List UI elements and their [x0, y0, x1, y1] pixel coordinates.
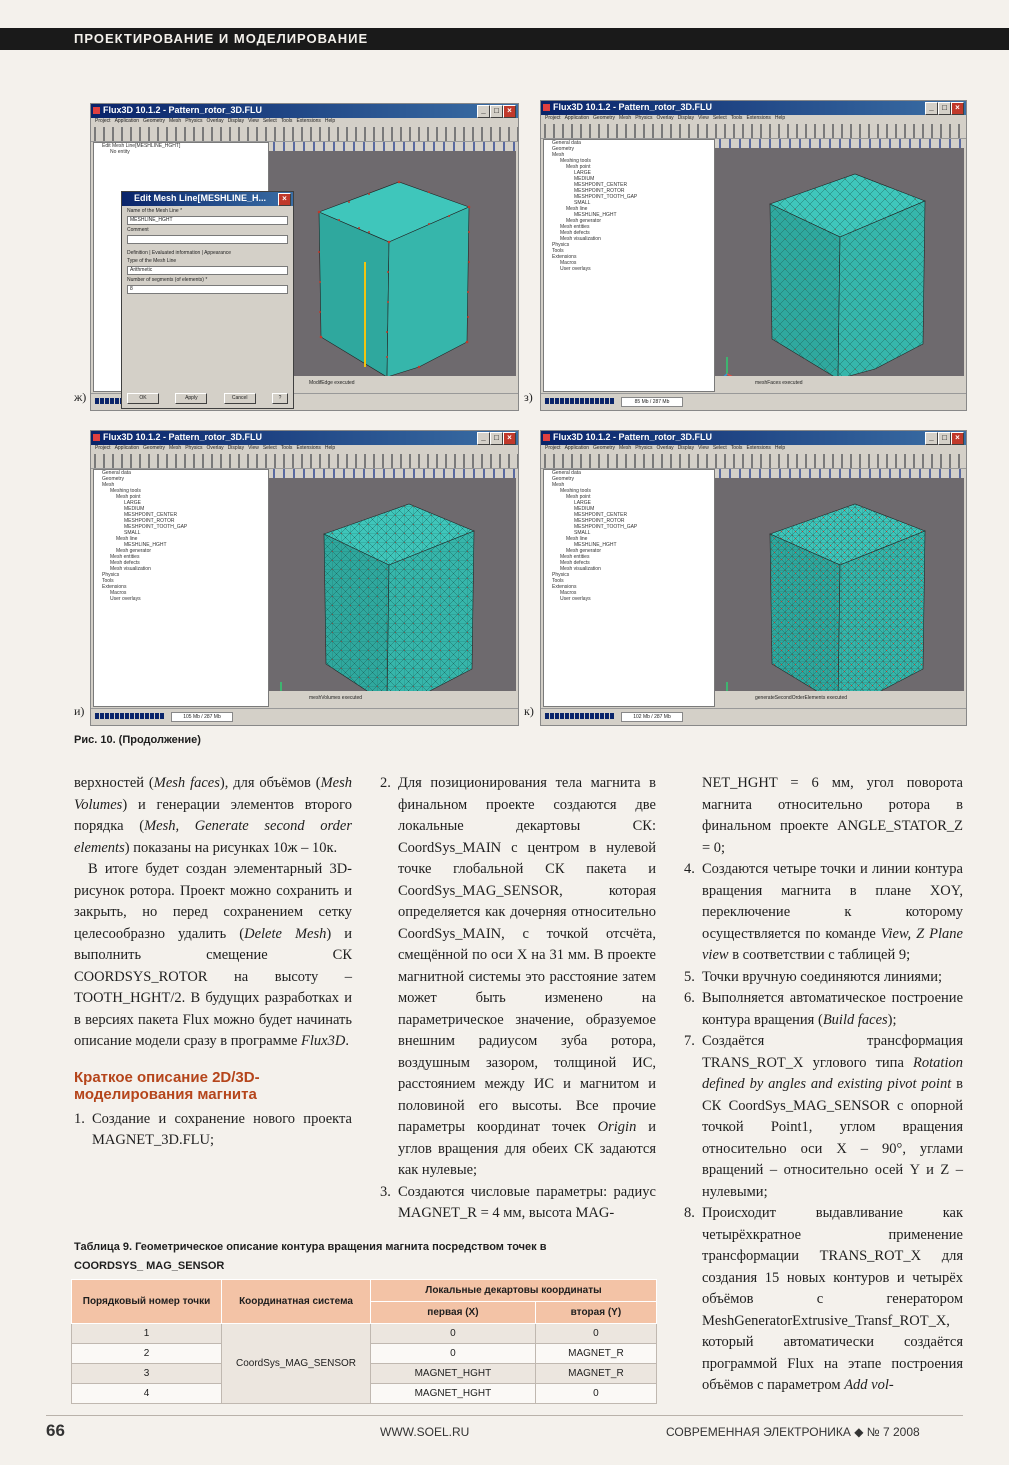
tree-item[interactable]: Mesh entities — [110, 554, 140, 560]
app-icon — [543, 104, 550, 111]
tree-item[interactable]: Mesh — [552, 152, 565, 158]
close-button[interactable]: × — [503, 105, 516, 118]
menu-physics[interactable]: Physics — [185, 445, 203, 451]
toolbar[interactable] — [91, 127, 518, 142]
menu-bar — [541, 445, 966, 454]
tree-item[interactable]: Meshing tools — [560, 488, 591, 494]
viewport-status — [269, 691, 516, 707]
tree-item[interactable]: Mesh point — [116, 494, 141, 500]
mesh-model — [269, 152, 515, 392]
status-bar — [541, 708, 966, 725]
tree-item[interactable]: MESHPOINT_TOOTH_GAP — [574, 194, 638, 200]
minimize-button[interactable]: _ — [477, 432, 490, 445]
menu-tools[interactable]: Tools — [730, 445, 743, 451]
apply-button[interactable]: Apply — [175, 393, 207, 404]
menu-help[interactable]: Help — [324, 445, 336, 451]
mesh-model — [715, 479, 964, 707]
tree-item[interactable]: Meshing tools — [560, 158, 591, 164]
app-icon — [93, 107, 100, 114]
menu-project[interactable]: Project — [95, 118, 111, 124]
tree-item[interactable]: Tools — [102, 578, 114, 584]
tree-item[interactable]: MESHPOINT_ROTOR — [574, 518, 625, 524]
status-text: meshVolumes executed — [309, 695, 363, 701]
toolbar[interactable] — [91, 454, 518, 469]
graphic-viewport[interactable] — [269, 142, 516, 392]
tree-item[interactable]: Tools — [552, 578, 564, 584]
maximize-button[interactable]: □ — [490, 105, 503, 118]
tree-item[interactable]: Mesh — [102, 482, 115, 488]
progress-bar — [545, 713, 615, 719]
tree-item[interactable]: Macros — [560, 590, 577, 596]
tree-item[interactable]: Mesh defects — [560, 230, 590, 236]
menu-application[interactable]: Application — [114, 445, 140, 451]
menu-help[interactable]: Help — [324, 118, 336, 124]
edit-mesh-line-dialog — [121, 191, 294, 409]
tree-item[interactable]: MEDIUM — [574, 506, 595, 512]
menu-view[interactable]: View — [248, 445, 259, 451]
section-header — [0, 28, 1009, 50]
tree-item[interactable]: SMALL — [574, 530, 591, 536]
toolbar[interactable] — [541, 454, 966, 469]
list-item: 2. Для позиционирования тела магнита в финальном проекте создаются две локальные декартовы СК: CoordSys_MAIN с центром в нулевой точке глобальной СК пакета и CoordSys_MAG_SENSOR, которая определяется как дочерняя относительно CoordSys_MAIN, с точкой отсчёта, смещённой по оси X на 31 мм. В проекте магнитной системы это расстояние затем может быть изменено на параметрическое значение, образуемое внешним радиусом зуба ротора, воздушным зазором, толщиной ИС, расстоянием между ИС и магнитом и половиной его высоты. Все прочие параметры координат точек Origin и углов вращения для обеих СК задаются как нулевые; — [380, 775, 656, 1178]
table-row: 4 MAGNET_HGHT 0 — [72, 1384, 657, 1404]
segments-label: Number of segments (of elements) * — [127, 277, 208, 283]
tree-item[interactable]: General data — [102, 470, 131, 476]
data-tree[interactable] — [93, 469, 269, 707]
tree-item[interactable]: MESHPOINT_CENTER — [124, 512, 178, 518]
dialog-titlebar — [122, 192, 293, 206]
menu-select[interactable]: Select — [712, 445, 727, 451]
table-header: вторая (Y) — [535, 1302, 656, 1324]
cancel-button[interactable]: Cancel — [224, 393, 256, 404]
tree-item[interactable]: Edit Mesh Line[MESHLINE_HGHT] — [102, 143, 181, 149]
tree-item[interactable]: MEDIUM — [124, 506, 145, 512]
tree-item[interactable]: MESHLINE_HGHT — [574, 212, 617, 218]
menu-tools[interactable]: Tools — [280, 118, 293, 124]
figure-label-zh: ж) — [74, 390, 87, 404]
menu-application[interactable]: Application — [564, 445, 590, 451]
view-toolbar[interactable] — [269, 469, 516, 478]
tree-item[interactable]: Mesh entities — [560, 554, 590, 560]
menu-mesh[interactable]: Mesh — [168, 445, 182, 451]
menu-bar — [91, 118, 518, 127]
dialog-close-button[interactable]: × — [278, 193, 291, 206]
close-button[interactable]: × — [503, 432, 516, 445]
tree-item[interactable]: Mesh generator — [566, 218, 602, 224]
tree-item[interactable]: MESHPOINT_TOOTH_GAP — [124, 524, 188, 530]
list-item: 8. Происходит выдавливание как четырёхкратное применение трансформации TRANS_ROT_X для создания 15 новых контуров и четырёх объёмов с генератором MeshGeneratorExtrusive_Transf_ROT_X, который автоматически создаётся программой Flux на этапе построения объёмов с параметром Add vol- — [684, 1205, 963, 1393]
comment-label: Comment — [127, 227, 149, 233]
list-item: 5. Точки вручную соединяются линиями; — [684, 968, 942, 985]
dialog-tabs[interactable]: Definition | Evaluated information | Appearance — [127, 250, 232, 256]
tree-item[interactable]: User overlays — [560, 266, 591, 272]
menu-mesh[interactable]: Mesh — [618, 445, 632, 451]
viewport-status — [269, 376, 516, 392]
comment-field[interactable] — [127, 235, 288, 244]
progress-bar — [545, 398, 615, 404]
list-item: 3. Создаются числовые параметры: радиус MAGNET_R = 4 мм, высота MAG- — [380, 1183, 656, 1221]
table-header: первая (X) — [371, 1302, 536, 1324]
section-title: ПРОЕКТИРОВАНИЕ И МОДЕЛИРОВАНИЕ — [74, 31, 369, 46]
list-item: 6. Выполняется автоматическое построение контура вращения (Build faces); — [684, 990, 963, 1028]
figure-caption: Рис. 10. (Продолжение) — [74, 734, 201, 746]
maximize-button[interactable]: □ — [490, 432, 503, 445]
status-text: meshFaces executed — [755, 380, 803, 386]
menu-physics[interactable]: Physics — [185, 118, 203, 124]
figure-label-i: и) — [74, 704, 85, 718]
view-toolbar[interactable] — [715, 469, 964, 478]
tree-item[interactable]: MEDIUM — [574, 176, 595, 182]
tree-item[interactable]: Meshing tools — [110, 488, 141, 494]
window-title: Flux3D 10.1.2 - Pattern_rotor_3D.FLU — [103, 432, 263, 442]
dialog-title: Edit Mesh Line[MESHLINE_H... — [134, 193, 267, 203]
screenshot-i — [90, 430, 519, 726]
graphic-viewport[interactable] — [715, 139, 964, 392]
menu-select[interactable]: Select — [262, 445, 277, 451]
maximize-button[interactable]: □ — [938, 432, 951, 445]
data-tree[interactable] — [543, 139, 715, 392]
window-title: Flux3D 10.1.2 - Pattern_rotor_3D.FLU — [103, 105, 263, 115]
viewport-status — [715, 376, 964, 392]
status-bar — [541, 393, 966, 410]
paragraph: верхностей (Mesh faces), для объёмов (Mesh Volumes) и генерации элементов второго порядка (Mesh, Generate second order elements) показаны на рисунках 10ж – 10к. — [74, 775, 352, 856]
menu-view[interactable]: View — [698, 115, 709, 121]
tree-item[interactable]: Geometry — [552, 476, 574, 482]
tree-item[interactable]: User overlays — [560, 596, 591, 602]
type-select[interactable]: Arithmetic — [127, 266, 288, 275]
viewport-status — [715, 691, 964, 707]
tree-item[interactable]: Mesh visualization — [560, 236, 601, 242]
menu-project[interactable]: Project — [545, 445, 561, 451]
tree-item[interactable]: Physics — [552, 572, 570, 578]
window-titlebar — [541, 431, 966, 445]
menu-application[interactable]: Application — [564, 115, 590, 121]
menu-geometry[interactable]: Geometry — [593, 115, 615, 121]
tree-item[interactable]: SMALL — [574, 200, 591, 206]
menu-select[interactable]: Select — [712, 115, 727, 121]
menu-application[interactable]: Application — [114, 118, 140, 124]
tree-item[interactable]: General data — [552, 140, 581, 146]
tree-item[interactable]: Mesh generator — [566, 548, 602, 554]
screenshot-z — [540, 100, 967, 411]
menu-extensions[interactable]: Extensions — [296, 118, 321, 124]
menu-mesh[interactable]: Mesh — [168, 118, 182, 124]
table-caption: Таблица 9. Геометрическое описание контура вращения магнита посредством точек в COORDSYS_ MAG_SENSOR — [74, 1241, 547, 1272]
ok-button[interactable]: OK — [127, 393, 159, 404]
menu-tools[interactable]: Tools — [280, 445, 293, 451]
name-label: Name of the Mesh Line * — [127, 208, 183, 214]
menu-project[interactable]: Project — [545, 115, 561, 121]
menu-overlay[interactable]: Overlay — [656, 445, 674, 451]
menu-extensions[interactable]: Extensions — [296, 445, 321, 451]
table-header: Координатная система — [222, 1280, 371, 1324]
menu-geometry[interactable]: Geometry — [143, 445, 165, 451]
tree-item[interactable]: Macros — [560, 260, 577, 266]
footer-divider — [46, 1415, 963, 1416]
menu-bar — [91, 445, 518, 454]
coord-system-cell: CoordSys_MAG_SENSOR — [222, 1324, 371, 1404]
figure-label-z: з) — [524, 390, 533, 404]
tree-item[interactable]: MESHPOINT_ROTOR — [574, 188, 625, 194]
minimize-button[interactable]: _ — [925, 102, 938, 115]
menu-help[interactable]: Help — [774, 445, 786, 451]
text-column-1 — [74, 773, 352, 1152]
tree-item[interactable]: Mesh point — [566, 494, 591, 500]
menu-extensions[interactable]: Extensions — [746, 115, 771, 121]
tree-item[interactable]: LARGE — [124, 500, 141, 506]
tree-item[interactable]: MESHPOINT_CENTER — [574, 512, 628, 518]
memory-indicator: 85 Mb / 287 Mb — [621, 397, 683, 407]
tree-item[interactable]: SMALL — [124, 530, 141, 536]
menu-display[interactable]: Display — [227, 445, 245, 451]
tree-item[interactable]: Extensions — [102, 584, 127, 590]
tree-item[interactable]: LARGE — [574, 170, 591, 176]
menu-display[interactable]: Display — [677, 445, 695, 451]
tree-item[interactable]: Mesh line — [566, 536, 588, 542]
close-button[interactable]: × — [951, 432, 964, 445]
journal-issue: СОВРЕМЕННАЯ ЭЛЕКТРОНИКА ◆ № 7 2008 — [666, 1425, 920, 1439]
type-label: Type of the Mesh Line — [127, 258, 177, 264]
tree-item[interactable]: No entity — [110, 149, 130, 155]
tree-item[interactable]: Mesh point — [566, 164, 591, 170]
menu-physics[interactable]: Physics — [635, 445, 653, 451]
table-row: 2 0 MAGNET_R — [72, 1344, 657, 1364]
tree-item[interactable]: Mesh line — [566, 206, 588, 212]
window-titlebar — [91, 104, 518, 118]
tree-item[interactable]: MESHPOINT_CENTER — [574, 182, 628, 188]
text-column-2 — [380, 773, 656, 1225]
screenshot-k — [540, 430, 967, 726]
graphic-viewport[interactable] — [715, 469, 964, 707]
menu-overlay[interactable]: Overlay — [206, 445, 224, 451]
list-item: 7. Создаётся трансформация TRANS_ROT_X углового типа Rotation defined by angles and existing pivot point в СК CoordSys_MAG_SENSOR с опорной точкой Point1, углом вращения относительно оси X – 90°, углами вращений – относительно осей Y и Z – нулевыми; — [684, 1033, 963, 1200]
tree-item[interactable]: Mesh visualization — [110, 566, 151, 572]
tree-item[interactable]: General data — [552, 470, 581, 476]
menu-display[interactable]: Display — [227, 118, 245, 124]
figure-label-k: к) — [524, 704, 534, 718]
minimize-button[interactable]: _ — [477, 105, 490, 118]
app-icon — [543, 434, 550, 441]
segments-field[interactable]: 8 — [127, 285, 288, 294]
window-titlebar — [91, 431, 518, 445]
menu-select[interactable]: Select — [262, 118, 277, 124]
graphic-viewport[interactable] — [269, 469, 516, 707]
toolbar[interactable] — [541, 124, 966, 139]
menu-mesh[interactable]: Mesh — [618, 115, 632, 121]
view-toolbar[interactable] — [715, 139, 964, 148]
tree-item[interactable]: User overlays — [110, 596, 141, 602]
tree-item[interactable]: Mesh entities — [560, 224, 590, 230]
menu-geometry[interactable]: Geometry — [593, 445, 615, 451]
site-url[interactable]: WWW.SOEL.RU — [380, 1425, 470, 1439]
menu-physics[interactable]: Physics — [635, 115, 653, 121]
status-text: ModifEdge executed — [309, 380, 355, 386]
table-header: Локальные декартовы координаты — [371, 1280, 657, 1302]
menu-display[interactable]: Display — [677, 115, 695, 121]
maximize-button[interactable]: □ — [938, 102, 951, 115]
table-row: 3 MAGNET_HGHT MAGNET_R — [72, 1364, 657, 1384]
menu-project[interactable]: Project — [95, 445, 111, 451]
menu-view[interactable]: View — [248, 118, 259, 124]
data-tree[interactable] — [543, 469, 715, 707]
tree-item[interactable]: Mesh — [552, 482, 565, 488]
tree-item[interactable]: Mesh defects — [110, 560, 140, 566]
menu-extensions[interactable]: Extensions — [746, 445, 771, 451]
tree-item[interactable]: Mesh generator — [116, 548, 152, 554]
mesh-model — [715, 149, 964, 392]
section-subheading: Краткое описание 2D/3D-моделирования магнита — [74, 1068, 260, 1103]
window-title: Flux3D 10.1.2 - Pattern_rotor_3D.FLU — [553, 432, 713, 442]
list-item: 1. Создание и сохранение нового проекта MAGNET_3D.FLU; — [74, 1110, 352, 1148]
page-number: 66 — [46, 1421, 65, 1440]
tree-item[interactable]: Extensions — [552, 254, 577, 260]
list-item: NET_HGHT = 6 мм, угол поворота магнита относительно ротора в финальном проекте ANGLE_STATOR_Z = 0; — [702, 775, 963, 856]
name-field[interactable]: MESHLINE_HGHT — [127, 216, 288, 225]
memory-indicator: 105 Mb / 287 Mb — [171, 712, 233, 722]
menu-overlay[interactable]: Overlay — [206, 118, 224, 124]
help-button[interactable]: ? — [272, 393, 288, 404]
tree-item[interactable]: Geometry — [102, 476, 124, 482]
window-titlebar — [541, 101, 966, 115]
status-text: generateSecondOrderElements executed — [755, 695, 848, 701]
table-header: Порядковый номер точки — [72, 1280, 222, 1324]
tree-item[interactable]: Tools — [552, 248, 564, 254]
tree-item[interactable]: Mesh visualization — [560, 566, 601, 572]
list-item: 4. Создаются четыре точки и линии контура вращения магнита в плане XOY, переключение к которому осуществляется по команде View, Z Plane view в соответствии с таблицей 9; — [684, 861, 963, 963]
tree-item[interactable]: Geometry — [552, 146, 574, 152]
tree-item[interactable]: Physics — [552, 242, 570, 248]
tree-item[interactable]: LARGE — [574, 500, 591, 506]
menu-view[interactable]: View — [698, 445, 709, 451]
tree-item[interactable]: Macros — [110, 590, 127, 596]
window-title: Flux3D 10.1.2 - Pattern_rotor_3D.FLU — [553, 102, 713, 112]
status-bar — [91, 708, 518, 725]
tree-item[interactable]: MESHLINE_HGHT — [124, 542, 167, 548]
menu-bar — [541, 115, 966, 124]
tree-item[interactable]: MESHPOINT_ROTOR — [124, 518, 175, 524]
tree-item[interactable]: Mesh line — [116, 536, 138, 542]
table-row: 1 CoordSys_MAG_SENSOR 0 0 — [72, 1324, 657, 1344]
paragraph: В итоге будет создан элементарный 3D-рисунок ротора. Проект можно сохранить и закрыть, но перед сохранением сетку целесообразно удалить (Delete Mesh) и выполнить смещение СК COORDSYS_ROTOR на высоту –TOOTH_HGHT/2. В будущих разработках и в версиях пакета Flux можно будет начинать описание модели сразу в программе Flux3D. — [74, 861, 352, 1049]
tree-item[interactable]: Mesh defects — [560, 560, 590, 566]
menu-overlay[interactable]: Overlay — [656, 115, 674, 121]
menu-tools[interactable]: Tools — [730, 115, 743, 121]
tree-item[interactable]: Extensions — [552, 584, 577, 590]
menu-geometry[interactable]: Geometry — [143, 118, 165, 124]
text-column-3 — [684, 773, 963, 1397]
tree-item[interactable]: Physics — [102, 572, 120, 578]
app-icon — [93, 434, 100, 441]
tree-item[interactable]: MESHPOINT_TOOTH_GAP — [574, 524, 638, 530]
mesh-model — [269, 479, 515, 707]
menu-help[interactable]: Help — [774, 115, 786, 121]
progress-bar — [95, 713, 165, 719]
view-toolbar[interactable] — [269, 142, 516, 151]
tree-item[interactable]: MESHLINE_HGHT — [574, 542, 617, 548]
minimize-button[interactable]: _ — [925, 432, 938, 445]
memory-indicator: 102 Mb / 287 Mb — [621, 712, 683, 722]
close-button[interactable]: × — [951, 102, 964, 115]
coordinates-table — [71, 1279, 657, 1404]
